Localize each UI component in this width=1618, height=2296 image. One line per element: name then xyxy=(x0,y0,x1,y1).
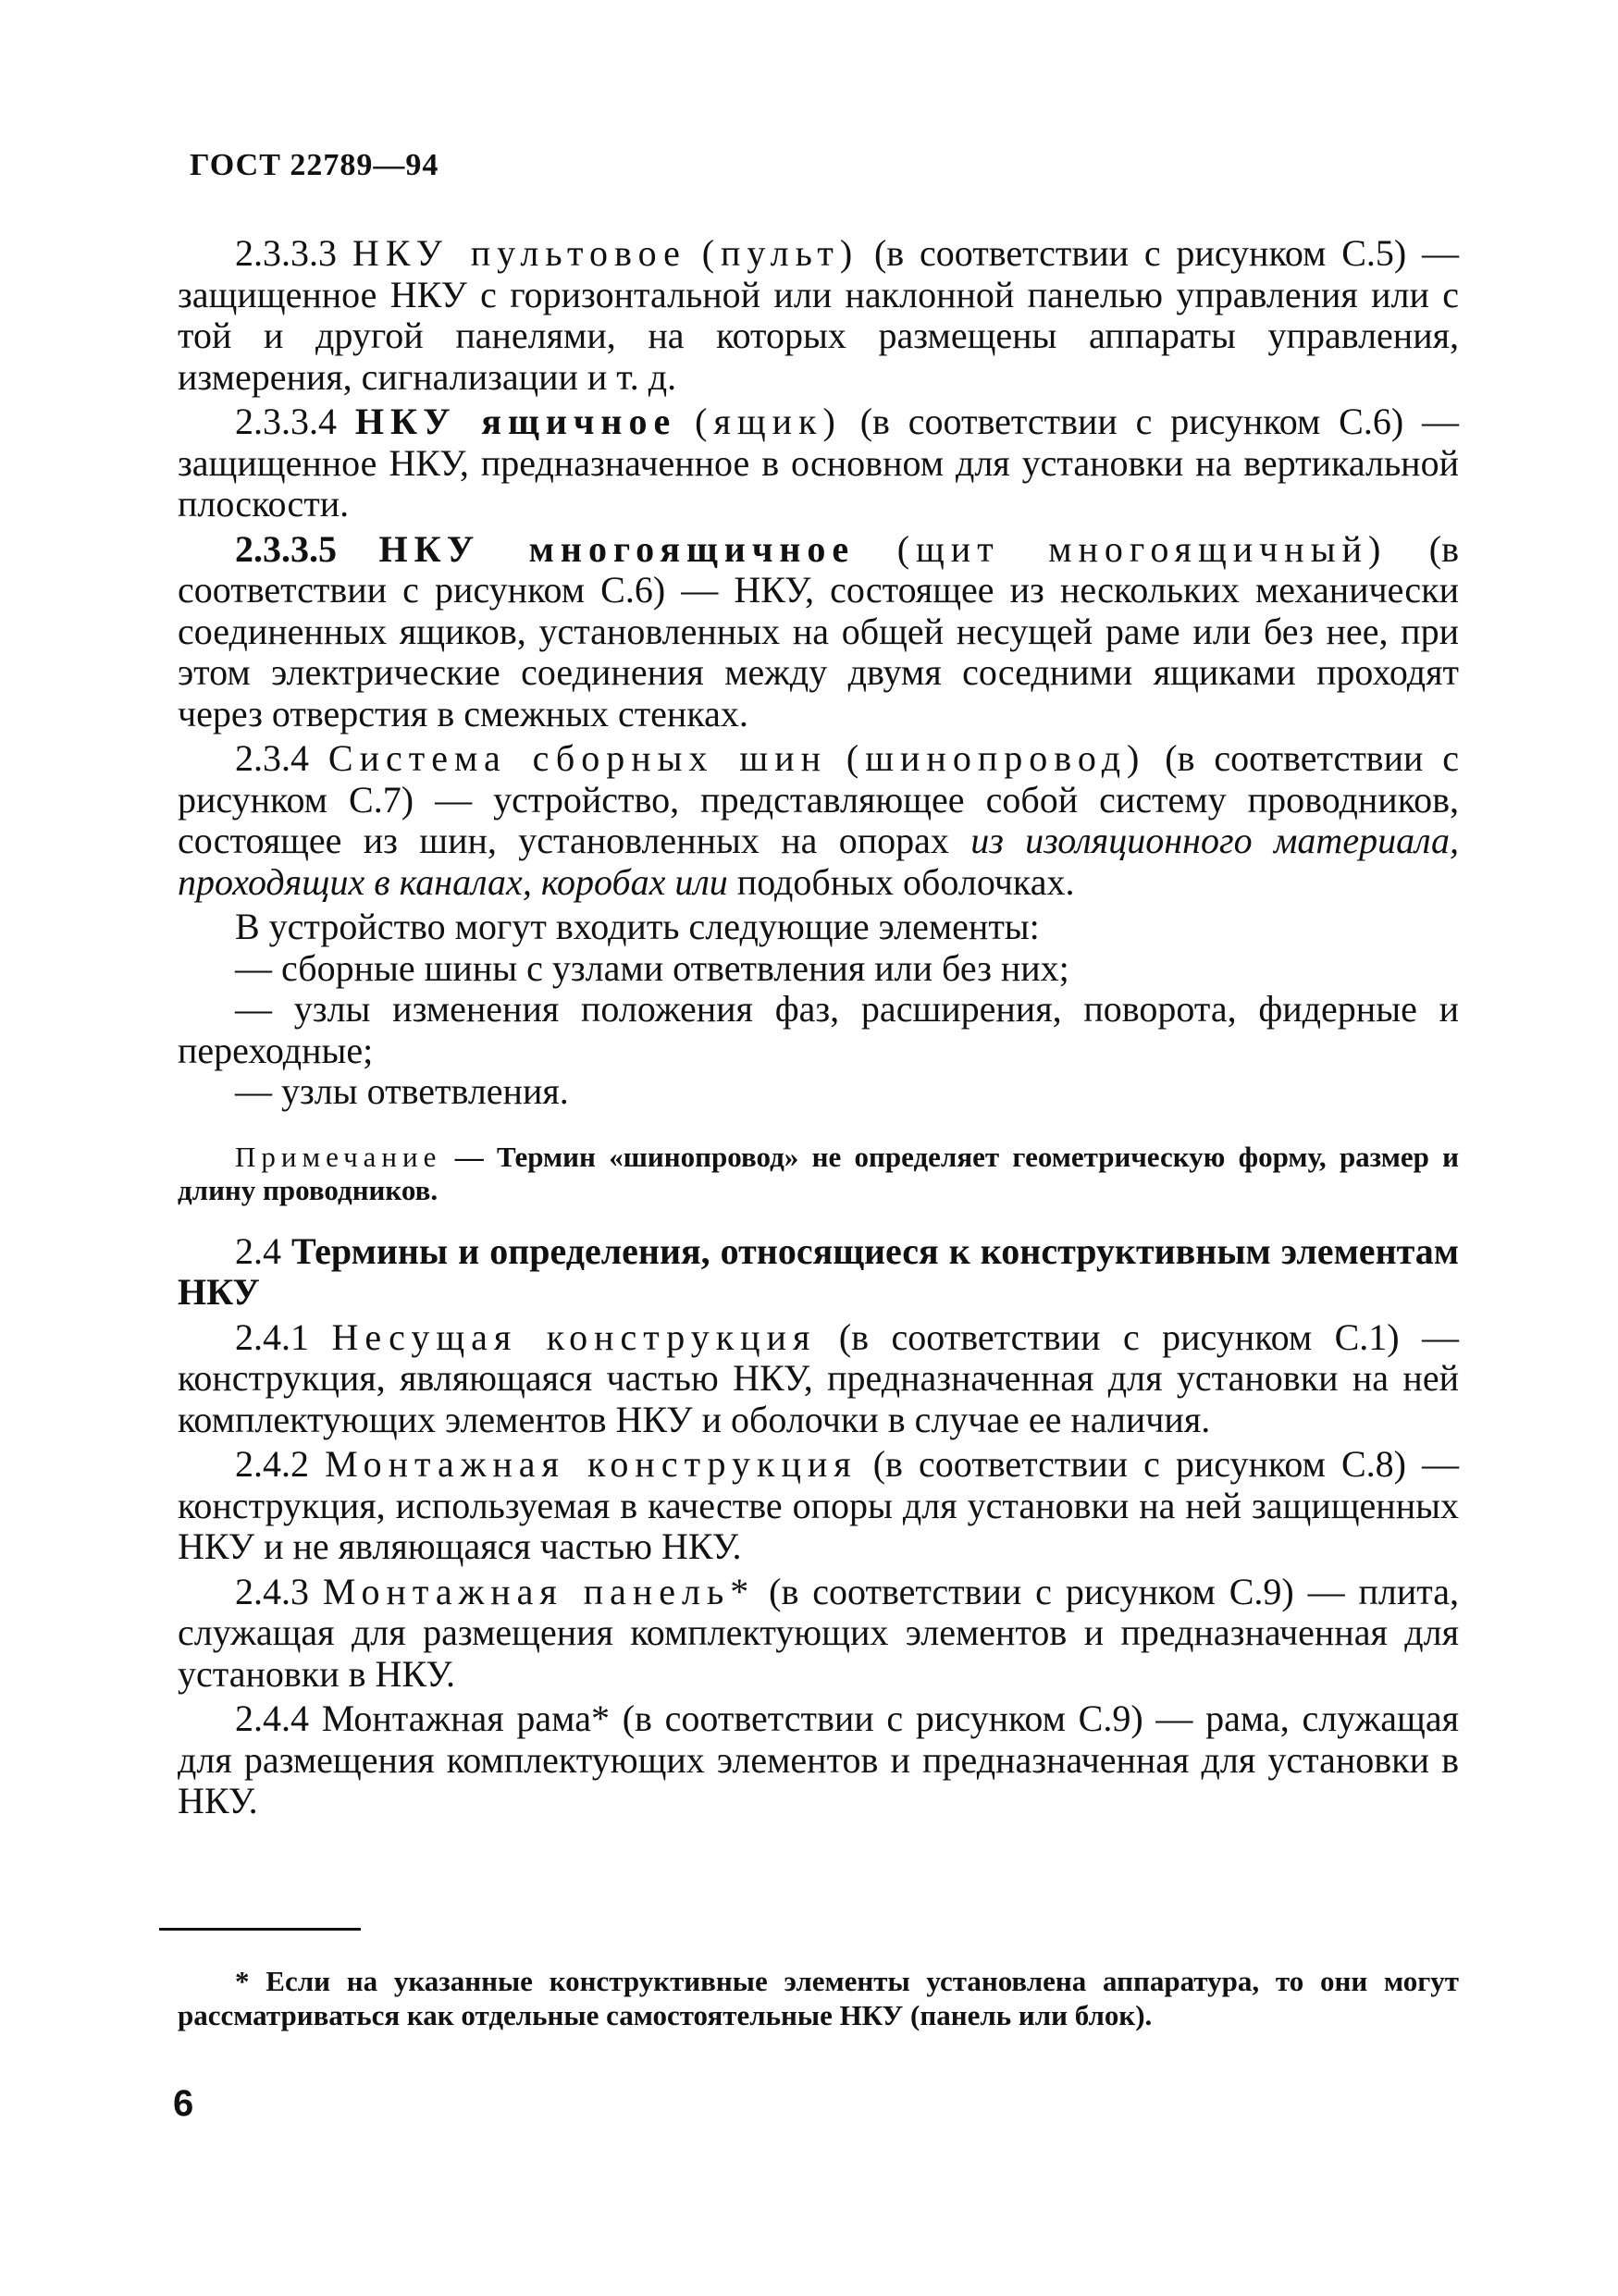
definition-text-italic: из изоляционного материала, проходящих в каналах, коробах или xyxy=(178,820,1460,903)
definition-text: (в соответствии с рисунком С.8) —конструкция, используемая в качестве опоры для установки на ней защищенных НКУ и не являющаяся частью НКУ. xyxy=(178,1443,1460,1567)
clause-number: 2.4.1 xyxy=(235,1315,309,1358)
clause-number: 2.3.3.4 xyxy=(235,401,337,442)
term: Система сборных шин xyxy=(327,737,828,779)
paragraph-2-4-4 xyxy=(178,1698,1459,1822)
term: Монтажная конструкция xyxy=(325,1443,858,1485)
clause-number: 2.3.3.3 xyxy=(235,232,337,274)
clause-number: 2.4.4 xyxy=(235,1697,309,1739)
paragraph-2-3-3-5 xyxy=(178,529,1459,735)
term-synonym: (пульт) xyxy=(701,232,859,274)
definition-text: (в соответствии с рисунком С.6) — защищенное НКУ, предназначенное в основном для установки на вертикальной плоскости. xyxy=(178,401,1460,525)
term: Несущая конструкция xyxy=(331,1315,817,1358)
definition-text: (в соответствии с рисунком С.7) — устройство, представляющее собой систему проводников, состоящее из шин, установленных на опорах xyxy=(178,737,1460,861)
list-item: — узлы ответвления. xyxy=(235,1070,569,1112)
term-synonym: (ящик) xyxy=(695,401,842,442)
list-intro: В устройство могут входить следующие элементы: xyxy=(235,906,1040,947)
definition-text: (в соответствии с рисунком С.9) — плита, служащая для размещения комплектующих элементов и предназначенная для установки в НКУ. xyxy=(178,1570,1460,1695)
section-title: Термины и определения, относящиеся к конструктивным элементам НКУ xyxy=(178,1229,1459,1313)
footnote-divider xyxy=(159,1928,361,1931)
document-header: ГОСТ 22789—94 xyxy=(190,148,439,182)
term: НКУ пультовое xyxy=(352,232,686,274)
main-content xyxy=(178,233,1459,1822)
term: НКУ многоящичное xyxy=(378,527,856,570)
section-heading-2-4 xyxy=(178,1231,1459,1314)
footnote: * Если на указанные конструктивные элементы установлена аппаратура, то они могут рассматриваться как отдельные самостоятельные НКУ (панель или блок). xyxy=(178,1965,1459,2031)
clause-number: 2.3.4 xyxy=(235,737,309,779)
note-label: Примечание xyxy=(235,1140,442,1173)
paragraph-2-3-4 xyxy=(178,738,1459,903)
term-synonym: (шинопровод) xyxy=(846,737,1146,779)
clause-number: 2.4.2 xyxy=(235,1443,309,1485)
definition-text: (в соответствии с рисунком С.9) — рама, служащая для размещения комплектующих элементов и предназначенная для установки в НКУ. xyxy=(178,1697,1459,1821)
paragraph-2-4-3 xyxy=(178,1572,1459,1696)
definition-text: (в соответствии с рисунком С.6) — НКУ, состоящее из нескольких механически соединенных ящиков, установленных на общей несущей раме или без нее, при этом электрические соединения между двумя соседними ящиками проходят через отверстия в смежных стенках. xyxy=(178,527,1460,734)
list-item: — сборные шины с узлами ответвления или без них; xyxy=(235,946,1069,989)
term: Монтажная рама* xyxy=(321,1697,610,1739)
section-number: 2.4 xyxy=(235,1229,281,1272)
note-text: — Термин «шинопровод» не определяет геометрическую форму, размер и длину проводников. xyxy=(178,1140,1460,1206)
definition-text: (в соответствии с рисунком С.1) — конструкция, являющаяся частью НКУ, предназначенная для установки на ней комплектующих элементов НКУ и оболочки в случае ее наличия. xyxy=(178,1315,1460,1440)
term: Монтажная панель* xyxy=(322,1570,756,1612)
paragraph-2-3-3-4 xyxy=(178,401,1459,525)
term: НКУ ящичное xyxy=(354,401,677,442)
paragraph-2-3-3-3 xyxy=(178,233,1459,398)
elements-list xyxy=(178,907,1459,1113)
clause-number: 2.3.3.5 xyxy=(235,527,337,570)
definition-text: (в соответствии с рисунком С.5) — защищенное НКУ с горизонтальной или наклонной панелью управления или с той и другой панелями, на которых размещены аппараты управления, измерения, сигнализации и т. д. xyxy=(178,232,1460,398)
term-synonym: (щит многоящичный) xyxy=(896,527,1388,570)
note xyxy=(178,1141,1459,1207)
paragraph-2-4-2 xyxy=(178,1444,1459,1568)
clause-number: 2.4.3 xyxy=(235,1570,309,1612)
list-item: — узлы изменения положения фаз, расширения, поворота, фидерные и переходные; xyxy=(178,988,1459,1071)
page-number: 6 xyxy=(173,2083,194,2124)
paragraph-2-4-1 xyxy=(178,1317,1459,1441)
definition-text-end: подобных оболочках. xyxy=(736,860,1075,903)
